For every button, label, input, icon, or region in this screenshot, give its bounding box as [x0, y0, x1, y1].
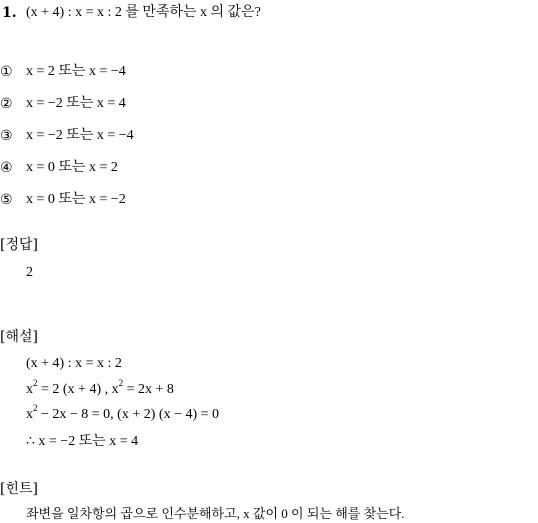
answer-label: [정답] — [0, 237, 38, 253]
choice-text: x = −2 또는 x = 4 — [26, 96, 126, 111]
choice-marker: ③ — [0, 128, 13, 144]
hint-text: 좌변을 일차항의 곱으로 인수분해하고, x 값이 0 이 되는 해를 찾는다. — [26, 506, 405, 521]
choice-text: x = 2 또는 x = −4 — [26, 64, 126, 79]
choice-marker: ② — [0, 96, 13, 112]
question-text: (x + 4) : x = x : 2 를 만족하는 x 의 값은? — [26, 5, 261, 20]
hint-label: [힌트] — [0, 481, 38, 497]
choice-marker: ⑤ — [0, 192, 13, 208]
choice-text: x = −2 또는 x = −4 — [26, 128, 134, 143]
explanation-line-1: (x + 4) : x = x : 2 — [26, 356, 122, 371]
choice-text: x = 0 또는 x = −2 — [26, 192, 126, 207]
choice-marker: ① — [0, 64, 13, 80]
question-number: 1. — [2, 5, 17, 21]
choice-marker: ④ — [0, 160, 13, 176]
explanation-label: [해설] — [0, 329, 38, 345]
explanation-line-4: ∴ x = −2 또는 x = 4 — [26, 434, 139, 449]
answer-value: 2 — [26, 265, 33, 280]
explanation-line-2: $x^2 = 2$ (x + 4) , $x^2 = 2x + 8$ — [26, 378, 174, 397]
choice-text: x = 0 또는 x = 2 — [26, 160, 118, 175]
explanation-line-3: $x^2 - 2x - 8 = 0$, (x + 2) (x − 4) = 0 — [26, 403, 220, 422]
